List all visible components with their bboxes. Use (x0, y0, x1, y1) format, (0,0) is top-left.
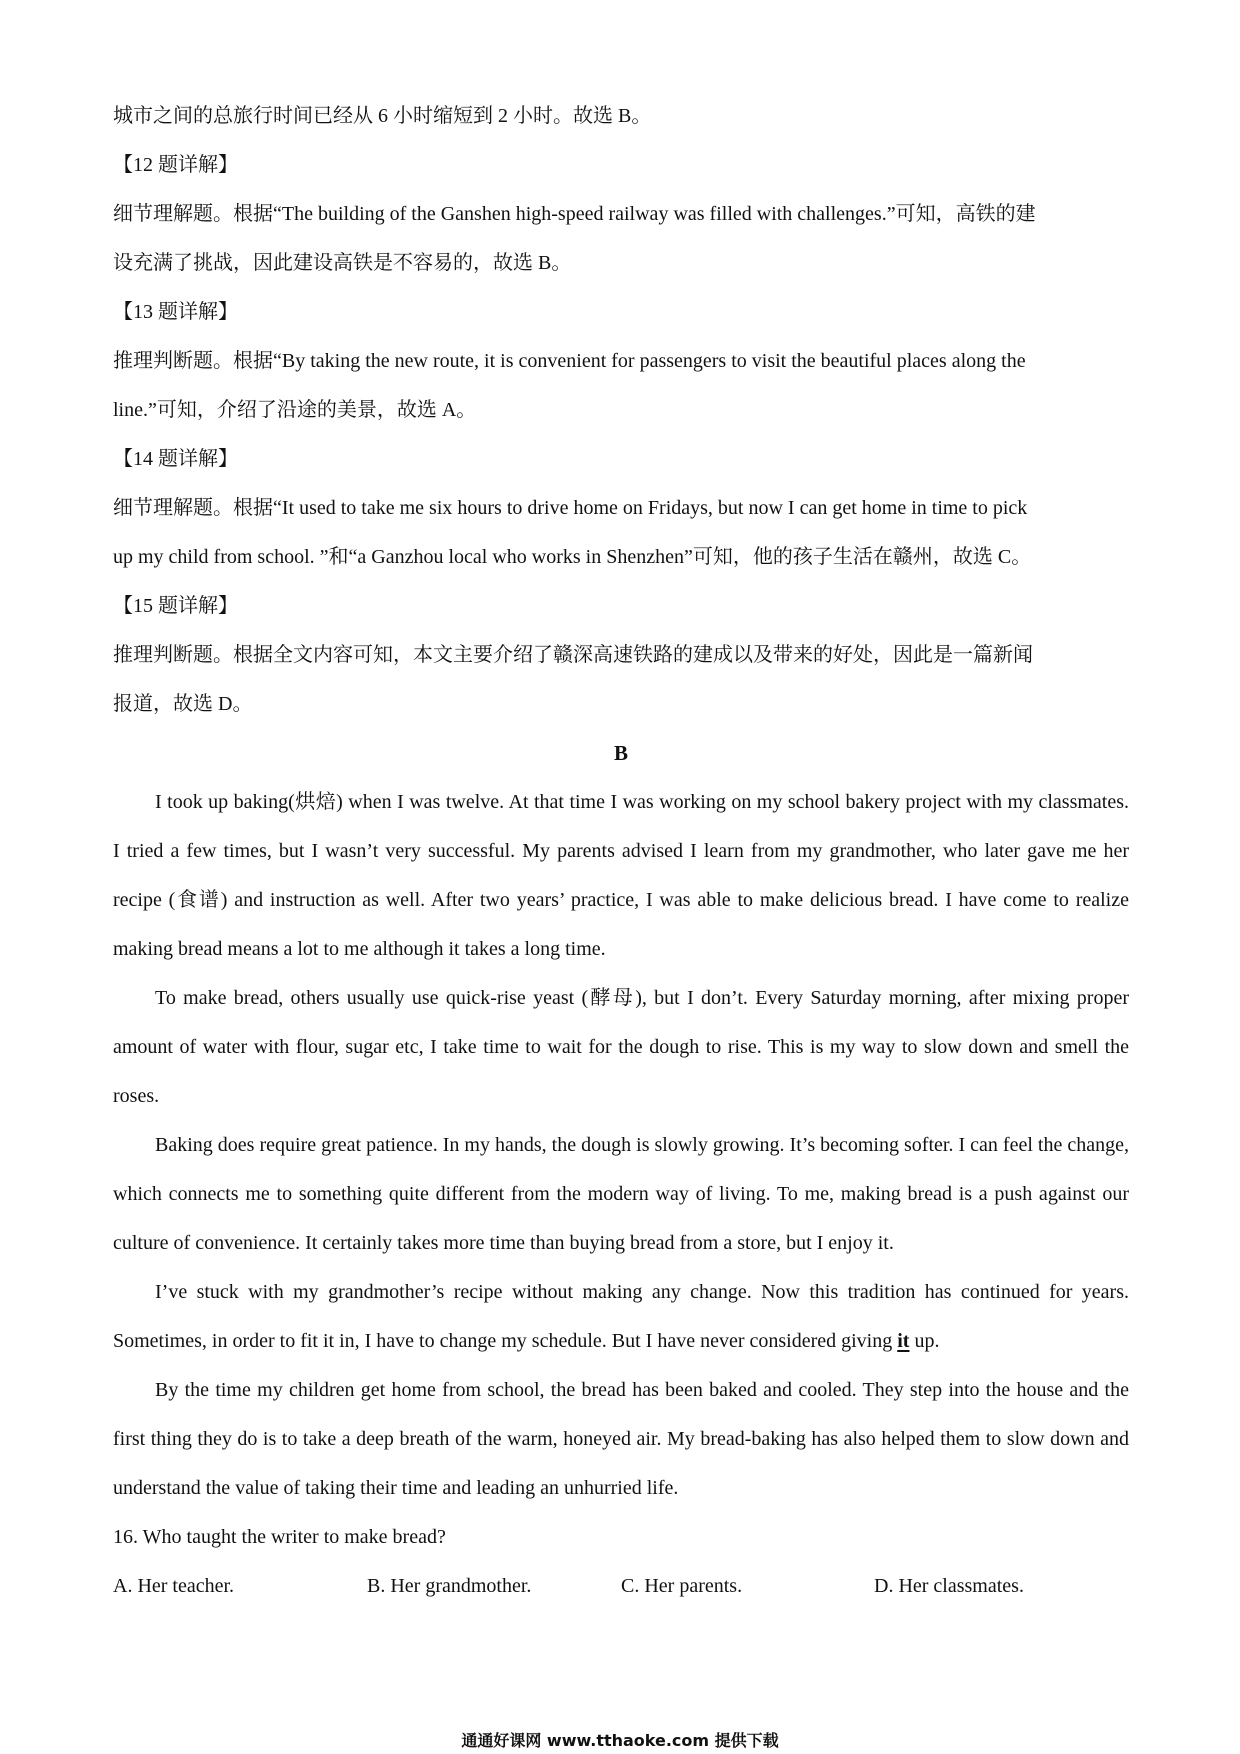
answer-12-line-2: 设充满了挑战，因此建设高铁是不容易的，故选 B。 (113, 252, 572, 274)
answer-13-line-2: line.”可知，介绍了沿途的美景，故选 A。 (113, 399, 477, 421)
answer-12-line-1: 细节理解题。根据“The building of the Ganshen high-speed railway was filled with challenges.”可知，高铁的建 (113, 203, 1036, 225)
answer-14-heading: 【14 题详解】 (113, 448, 238, 470)
passage-paragraph-4 (113, 1268, 1129, 1366)
paragraph-4-text-before: I’ve stuck with my grandmother’s recipe without making any change. Now this tradition has continued for years. Sometimes, in order to fit it in, I have to change my schedule. But I have never considered giving (113, 1281, 1129, 1352)
passage-paragraph-1: I took up baking(烘焙) when I was twelve. At that time I was working on my school bakery project with my classmates. I tried a few times, but I wasn’t very successful. My parents advised I learn from my grandmother, who later gave me her recipe (食谱) and instruction as well. After two years’ practice, I was able to make delicious bread. I have come to realize making bread means a lot to me although it takes a long time. (113, 791, 1129, 960)
answer-15-line-1: 推理判断题。根据全文内容可知，本文主要介绍了赣深高速铁路的建成以及带来的好处，因此是一篇新闻 (113, 644, 1033, 666)
answer-15-heading: 【15 题详解】 (113, 595, 238, 617)
answer-12-heading: 【12 题详解】 (113, 154, 238, 176)
passage-paragraph-2: To make bread, others usually use quick-rise yeast (酵母), but I don’t. Every Saturday morning, after mixing proper amount of water with flour, sugar etc, I take time to wait for the dough to rise. This is my way to slow down and smell the roses. (113, 987, 1129, 1107)
question-16-options (113, 1562, 1129, 1611)
option-b: B. Her grandmother. (367, 1575, 532, 1597)
underlined-word-it: it (897, 1330, 910, 1352)
answer-13-heading: 【13 题详解】 (113, 301, 238, 323)
answer-13-line-1: 推理判断题。根据“By taking the new route, it is convenient for passengers to visit the beautiful places along the (113, 350, 1026, 372)
option-d: D. Her classmates. (874, 1575, 1024, 1597)
question-16-stem: 16. Who taught the writer to make bread? (113, 1526, 446, 1548)
answer-14-line-2: up my child from school. ”和“a Ganzhou local who works in Shenzhen”可知，他的孩子生活在赣州，故选 C。 (113, 546, 1032, 568)
document-page (113, 92, 1129, 1611)
answer-11-tail: 城市之间的总旅行时间已经从 6 小时缩短到 2 小时。故选 B。 (113, 105, 652, 127)
footer-watermark: 通通好课网 www.tthaoke.com 提供下载 (461, 1731, 779, 1750)
passage-paragraph-3: Baking does require great patience. In my hands, the dough is slowly growing. It’s becoming softer. I can feel the change, which connects me to something quite different from the modern way of living. To me, making bread is a push against our culture of convenience. It certainly takes more time than buying bread from a store, but I enjoy it. (113, 1134, 1129, 1254)
passage-paragraph-5: By the time my children get home from school, the bread has been baked and cooled. They step into the house and the first thing they do is to take a deep breath of the warm, honeyed air. My bread-baking has also helped them to slow down and understand the value of taking their time and leading an unhurried life. (113, 1379, 1129, 1499)
option-a: A. Her teacher. (113, 1575, 235, 1597)
paragraph-4-text-after: up. (909, 1330, 940, 1352)
answer-15-line-2: 报道，故选 D。 (113, 693, 253, 715)
option-c: C. Her parents. (621, 1575, 743, 1597)
answer-14-line-1: 细节理解题。根据“It used to take me six hours to drive home on Fridays, but now I can get home in time to pick (113, 497, 1028, 519)
passage-title: B (613, 741, 628, 765)
